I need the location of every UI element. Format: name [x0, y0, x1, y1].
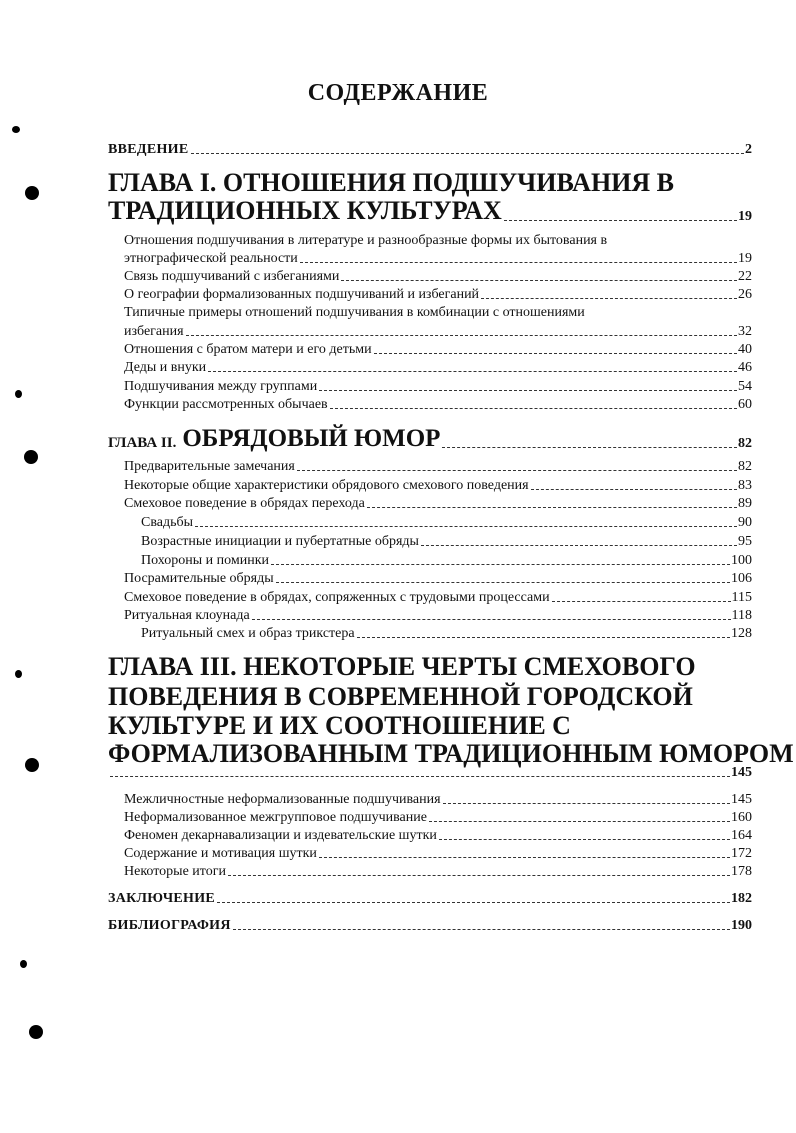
punch-hole [29, 1025, 43, 1039]
toc-entry-bibliography[interactable] [108, 919, 752, 933]
toc-entry[interactable] [124, 325, 752, 339]
dot-leader [300, 262, 737, 263]
dot-leader [367, 507, 737, 508]
entry-label: ЗАКЛЮЧЕНИЕ [108, 891, 216, 906]
entry-page: 190 [731, 918, 752, 933]
toc-entry[interactable] [124, 270, 752, 284]
chapter-1-heading[interactable]: ГЛАВА I. ОТНОШЕНИЯ ПОДШУЧИВАНИЯ В [108, 168, 675, 197]
chapter-3-page-line[interactable] [108, 766, 752, 780]
punch-hole [24, 450, 38, 464]
toc-entry[interactable] [124, 829, 752, 843]
entry-page: 60 [738, 397, 752, 412]
entry-page: 128 [731, 626, 752, 641]
chapter-3-page: 145 [731, 765, 752, 780]
entry-page: 22 [738, 269, 752, 284]
entry-page: 46 [738, 360, 752, 375]
toc-entry[interactable] [124, 380, 752, 394]
chapter-3-heading[interactable]: ГЛАВА III. НЕКОТОРЫЕ ЧЕРТЫ СМЕХОВОГО [108, 652, 696, 681]
page-title: СОДЕРЖАНИЕ [307, 80, 489, 106]
entry-page: 115 [731, 590, 752, 605]
chapter-1-heading-2: ТРАДИЦИОННЫХ КУЛЬТУРАХ [108, 196, 502, 225]
chapter-3-heading[interactable]: ПОВЕДЕНИЯ В СОВРЕМЕННОЙ ГОРОДСКОЙ [108, 682, 693, 711]
entry-label: Ритуальная клоунада [124, 608, 250, 623]
toc-entry[interactable] [141, 627, 752, 641]
entry-page: 26 [738, 287, 752, 302]
entry-label: Феномен декарнавализации и издевательские шутки [124, 828, 437, 843]
toc-entry[interactable] [124, 252, 752, 266]
toc-entry[interactable] [124, 497, 752, 511]
chapter-2-prefix: ГЛАВА II. [108, 435, 177, 451]
entry-label: Предварительные замечания [124, 459, 295, 474]
entry-page: 32 [738, 324, 752, 339]
entry-page: 118 [731, 608, 752, 623]
dot-leader [531, 489, 737, 490]
entry-label: Свадьбы [141, 515, 194, 530]
dot-leader [195, 526, 737, 527]
toc-entry-conclusion[interactable] [108, 892, 752, 906]
toc-entry[interactable] [124, 288, 752, 302]
dot-leader [110, 776, 730, 777]
entry-label: БИБЛИОГРАФИЯ [108, 918, 231, 933]
entry-label: Связь подшучиваний с избеганиями [124, 269, 340, 284]
entry-label: Некоторые общие характеристики обрядового смехового поведения [124, 478, 529, 493]
dot-leader [191, 153, 744, 154]
toc-entry[interactable] [124, 343, 752, 357]
punch-hole [25, 186, 39, 200]
dot-leader [429, 821, 730, 822]
dot-leader [341, 280, 737, 281]
toc-entry[interactable] [124, 793, 752, 807]
toc-entry-text: Отношения подшучивания в литературе и разнообразные формы их бытования в [124, 233, 608, 248]
entry-page: 40 [738, 342, 752, 357]
toc-entry[interactable] [124, 361, 752, 375]
entry-label: Отношения с братом матери и его детьми [124, 342, 372, 357]
entry-page: 164 [731, 828, 752, 843]
entry-page: 100 [731, 553, 752, 568]
toc-entry-introduction[interactable] [108, 143, 752, 157]
dot-leader [233, 929, 730, 930]
toc-entry[interactable] [141, 535, 752, 549]
dot-leader [552, 601, 731, 602]
entry-label: Деды и внуки [124, 360, 207, 375]
dot-leader [319, 390, 737, 391]
dot-leader [271, 564, 730, 565]
dot-leader [421, 545, 737, 546]
toc-entry[interactable] [124, 572, 752, 586]
dot-leader [443, 803, 730, 804]
dot-leader [186, 335, 737, 336]
toc-entry-text: Типичные примеры отношений подшучивания в комбинации с отношениями [124, 305, 585, 320]
entry-page: 145 [731, 792, 752, 807]
entry-label: Посрамительные обряды [124, 571, 274, 586]
entry-page: 54 [738, 379, 752, 394]
dot-leader [297, 470, 737, 471]
dot-leader [357, 637, 730, 638]
entry-page: 90 [738, 515, 752, 530]
dot-leader [319, 857, 730, 858]
punch-hole-mark [20, 960, 27, 968]
dot-leader [439, 839, 730, 840]
entry-label: этнографической реальности [124, 251, 298, 266]
entry-page: 160 [731, 810, 752, 825]
entry-label: Межличностные неформализованные подшучивания [124, 792, 441, 807]
entry-label: Смеховое поведение в обрядах перехода [124, 496, 365, 511]
chapter-2-heading[interactable] [108, 426, 752, 451]
punch-hole [25, 758, 39, 772]
dot-leader [504, 220, 737, 221]
toc-entry[interactable] [124, 460, 752, 474]
entry-label: ВВЕДЕНИЕ [108, 142, 189, 157]
chapter-3-heading[interactable]: КУЛЬТУРЕ И ИХ СООТНОШЕНИЕ С [108, 711, 571, 740]
toc-entry[interactable] [124, 865, 752, 879]
entry-page: 83 [738, 478, 752, 493]
toc-entry[interactable] [141, 516, 752, 530]
entry-page: 106 [731, 571, 752, 586]
chapter-1-page: 19 [738, 209, 752, 224]
entry-label: Похороны и поминки [141, 553, 269, 568]
dot-leader [330, 408, 737, 409]
entry-label: Некоторые итоги [124, 864, 226, 879]
dot-leader [217, 902, 730, 903]
toc-entry[interactable] [124, 479, 752, 493]
dot-leader [442, 447, 737, 448]
entry-label: Неформализованное межгрупповое подшучивание [124, 810, 427, 825]
toc-entry[interactable] [124, 811, 752, 825]
dot-leader [374, 353, 737, 354]
toc-entry[interactable] [124, 591, 752, 605]
entry-page: 89 [738, 496, 752, 511]
entry-page: 19 [738, 251, 752, 266]
entry-label: Ритуальный смех и образ трикстера [141, 626, 355, 641]
dot-leader [252, 619, 731, 620]
chapter-3-heading[interactable]: ФОРМАЛИЗОВАННЫМ ТРАДИЦИОННЫМ ЮМОРОМ [108, 739, 794, 768]
entry-page: 82 [738, 459, 752, 474]
entry-label: избегания [124, 324, 184, 339]
entry-label: Функции рассмотренных обычаев [124, 397, 328, 412]
entry-page: 182 [731, 891, 752, 906]
toc-entry[interactable] [124, 847, 752, 861]
dot-leader [208, 371, 737, 372]
entry-page: 178 [731, 864, 752, 879]
punch-hole-mark [12, 126, 20, 133]
dot-leader [276, 582, 730, 583]
entry-page: 2 [745, 142, 752, 157]
punch-hole-mark [15, 390, 22, 398]
punch-hole-mark [15, 670, 22, 678]
chapter-1-heading-line[interactable] [108, 198, 752, 224]
toc-entry[interactable] [124, 398, 752, 412]
toc-entry[interactable] [124, 609, 752, 623]
dot-leader [481, 298, 737, 299]
chapter-2-page: 82 [738, 436, 752, 451]
entry-label: Возрастные инициации и пубертатные обряды [141, 534, 419, 549]
entry-label: Подшучивания между группами [124, 379, 318, 394]
entry-page: 172 [731, 846, 752, 861]
toc-entry[interactable] [141, 554, 752, 568]
entry-label: Смеховое поведение в обрядах, сопряженных с трудовыми процессами [124, 590, 550, 605]
dot-leader [228, 875, 730, 876]
entry-label: Содержание и мотивация шутки [124, 846, 317, 861]
entry-page: 95 [738, 534, 752, 549]
entry-label: О географии формализованных подшучиваний и избеганий [124, 287, 480, 302]
chapter-2-title: ОБРЯДОВЫЙ ЮМОР [182, 425, 441, 452]
